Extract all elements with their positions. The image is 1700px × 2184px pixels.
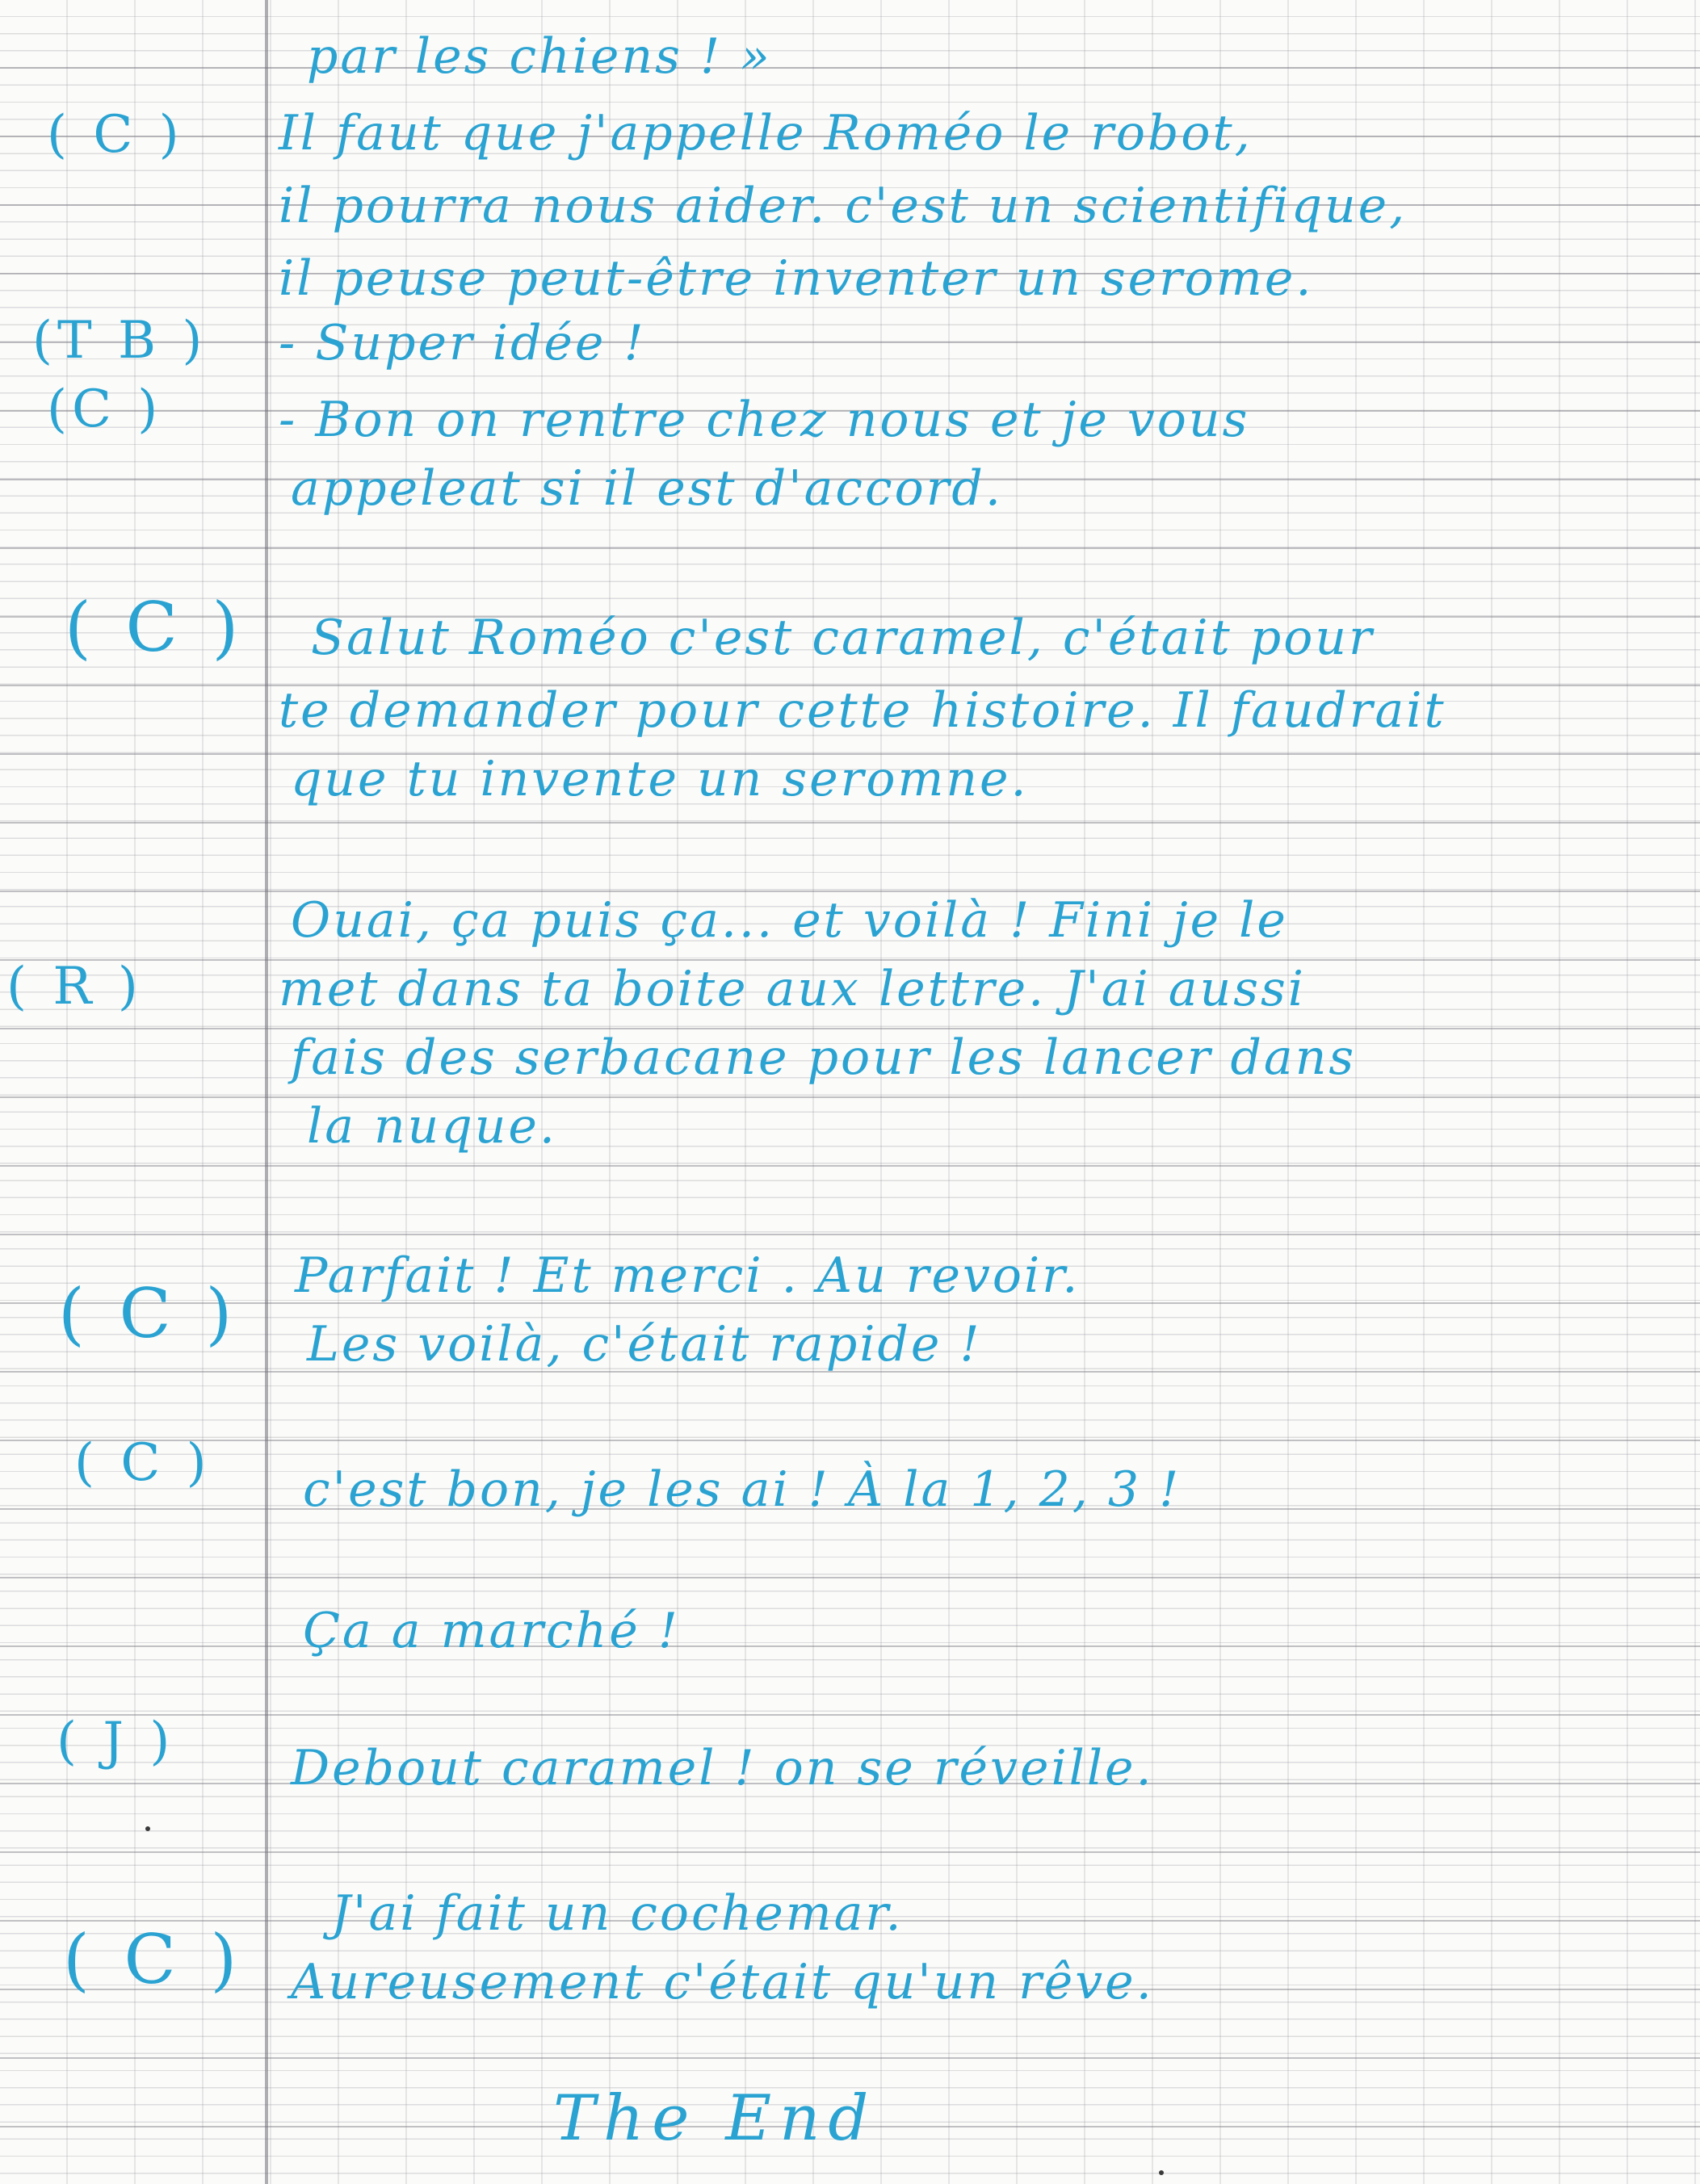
speaker-label-c-6: ( C ) [63, 1920, 244, 1999]
story-line: Aureusement c'était qu'un rêve. [291, 1954, 1154, 2010]
story-line: fais des serbacane pour les lancer dans [291, 1029, 1357, 1086]
story-line: c'est bon, je les ai ! À la 1, 2, 3 ! [303, 1461, 1182, 1518]
story-line: Parfait ! Et merci . Au revoir. [295, 1247, 1081, 1304]
story-line: il pourra nous aider. c'est un scientifique, [279, 178, 1408, 234]
speaker-label-r: ( R ) [6, 957, 143, 1017]
ink-speck [1159, 2170, 1164, 2175]
story-line: - Bon on rentre chez nous et je vous [279, 392, 1250, 448]
story-line: Il faut que j'appelle Roméo le robot, [279, 105, 1253, 161]
story-line: il peuse peut-être inventer un serome. [279, 250, 1314, 307]
story-line: par les chiens ! » [307, 28, 772, 85]
story-line: Les voilà, c'était rapide ! [307, 1316, 982, 1373]
story-line: la nuque. [307, 1098, 557, 1155]
story-line: Salut Roméo c'est caramel, c'était pour [311, 610, 1375, 666]
story-line: - Super idée ! [279, 315, 646, 371]
story-line: te demander pour cette histoire. Il faudrait [279, 682, 1446, 739]
speaker-label-tb: (T B ) [32, 311, 208, 371]
speaker-label-c-5: ( C ) [74, 1433, 212, 1493]
ink-speck [145, 1826, 150, 1831]
margin-line [265, 0, 268, 2184]
story-line: Ouai, ça puis ça... et voilà ! Fini je le [291, 892, 1288, 949]
speaker-label-c-3: ( C ) [65, 588, 246, 667]
speaker-label-c-1: ( C ) [47, 105, 184, 165]
speaker-label-c-4: ( C ) [58, 1274, 239, 1353]
story-line: met dans ta boite aux lettre. J'ai aussi [279, 961, 1306, 1017]
the-end-text: The End [553, 2082, 877, 2155]
story-line: J'ai fait un cochemar. [331, 1885, 904, 1942]
speaker-label-c-2: (C ) [47, 379, 163, 439]
story-line: appeleat si il est d'accord. [291, 460, 1003, 517]
story-line: que tu invente un seromne. [291, 751, 1029, 807]
speaker-label-j: ( J ) [57, 1712, 175, 1771]
story-line: Ça a marché ! [303, 1603, 680, 1659]
story-line: Debout caramel ! on se réveille. [291, 1740, 1154, 1796]
